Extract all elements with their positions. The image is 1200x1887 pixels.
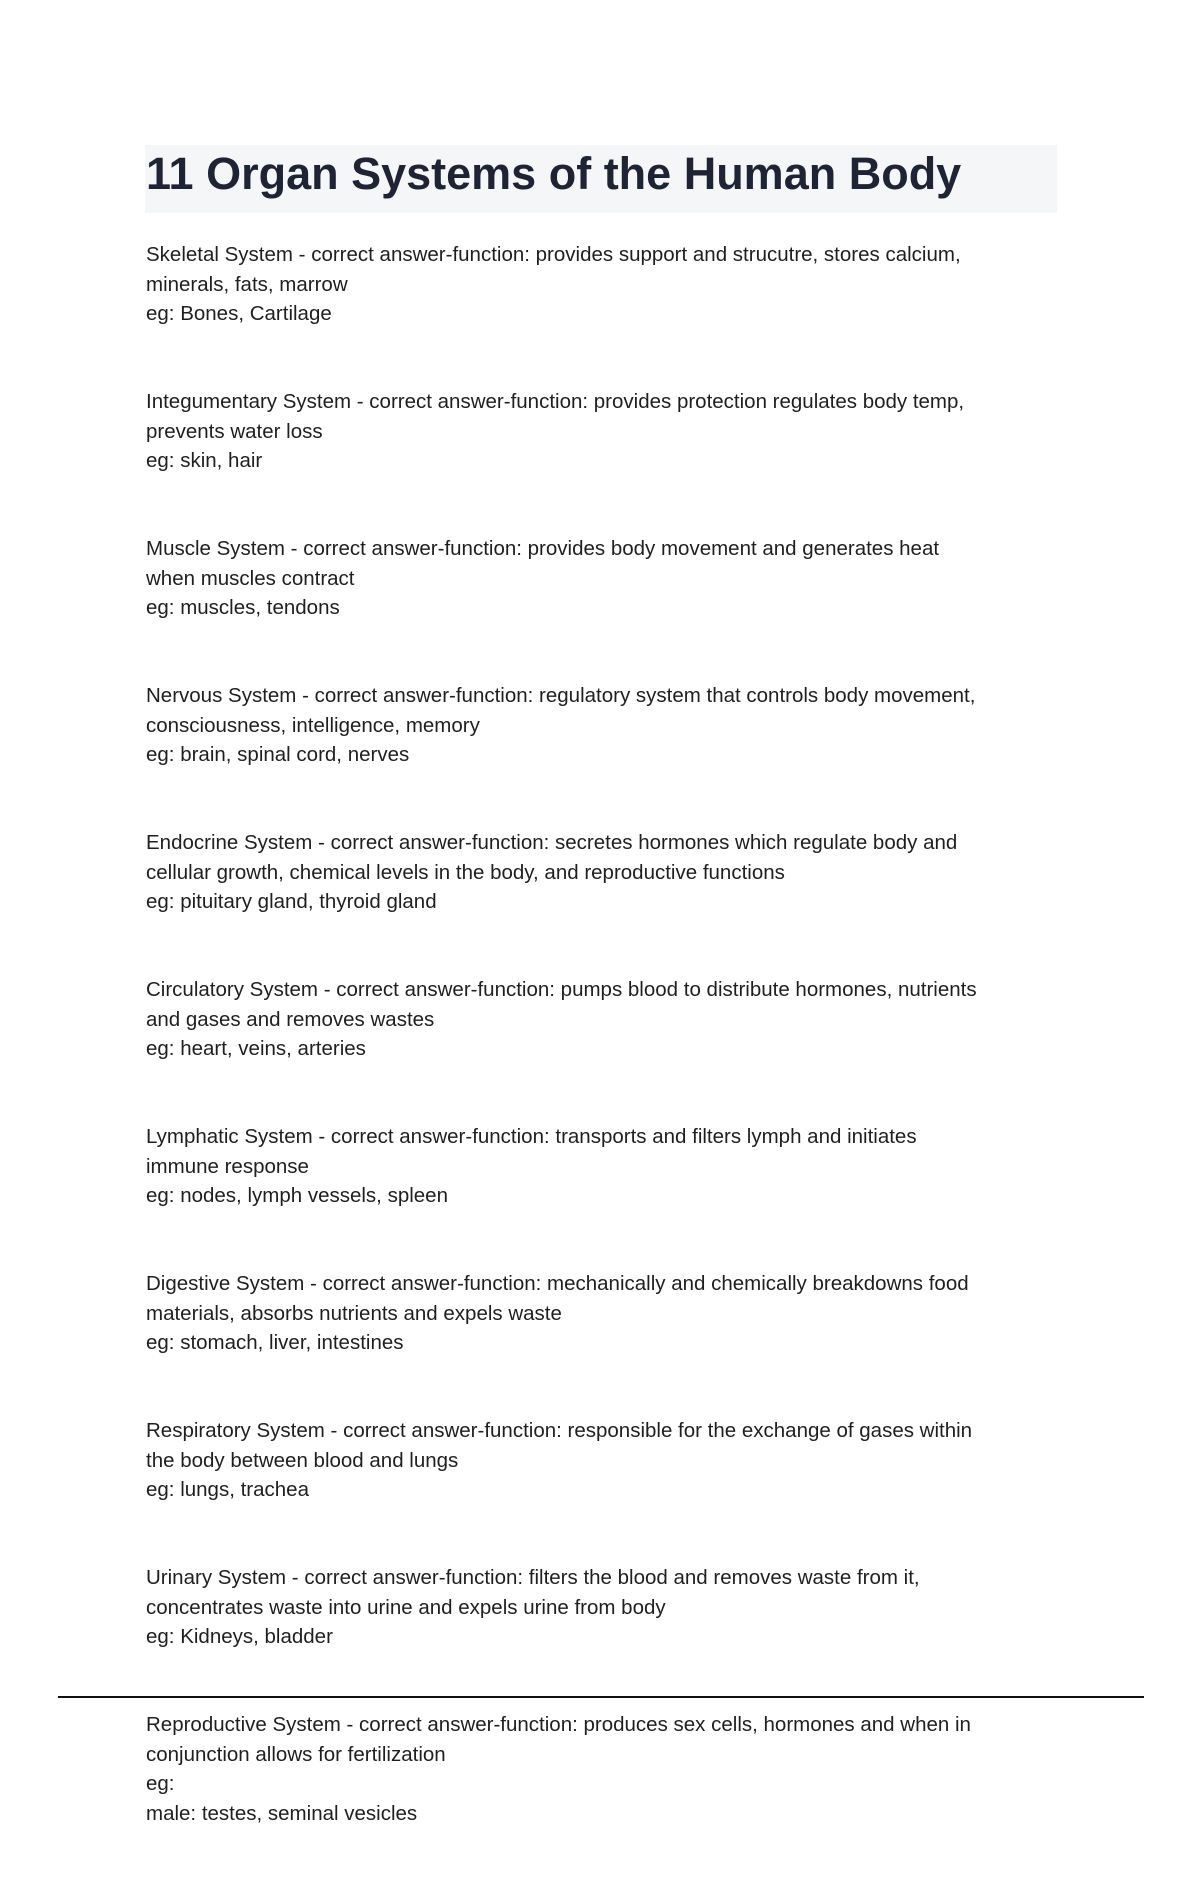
entry-skeletal-system	[146, 240, 1066, 329]
entry-example: eg: lungs, trachea	[146, 1478, 309, 1501]
entry-line: prevents water loss	[146, 419, 323, 443]
entry-example: eg:	[146, 1772, 175, 1795]
entry-line: Urinary System - correct answer-function: filters the blood and removes waste from it,	[146, 1566, 920, 1589]
entry-line: immune response	[146, 1154, 309, 1178]
entry-line: cellular growth, chemical levels in the body, and reproductive functions	[146, 860, 785, 884]
entry-line: Respiratory System - correct answer-function: responsible for the exchange of gases within	[146, 1419, 973, 1442]
entry-line: the body between blood and lungs	[146, 1448, 459, 1472]
entry-lymphatic-system	[146, 1122, 1066, 1211]
entry-example: male: testes, seminal vesicles	[146, 1801, 418, 1825]
entry-circulatory-system	[146, 975, 1066, 1064]
entry-example: eg: Kidneys, bladder	[146, 1625, 333, 1648]
entry-line: materials, absorbs nutrients and expels waste	[146, 1301, 562, 1325]
entry-reproductive-system	[146, 1710, 1066, 1828]
entry-line: consciousness, intelligence, memory	[146, 713, 480, 737]
entry-example: eg: Bones, Cartilage	[146, 302, 332, 325]
entry-example: eg: nodes, lymph vessels, spleen	[146, 1184, 448, 1207]
entry-line: Skeletal System - correct answer-function: provides support and strucutre, stores calcium,	[146, 243, 961, 266]
entry-endocrine-system	[146, 828, 1066, 917]
entry-line: Muscle System - correct answer-function: provides body movement and generates heat	[146, 537, 940, 560]
entry-line: Endocrine System - correct answer-function: secretes hormones which regulate body and	[146, 831, 958, 854]
entry-example: eg: stomach, liver, intestines	[146, 1331, 404, 1354]
footer-divider	[58, 1696, 1144, 1698]
entry-line: Lymphatic System - correct answer-function: transports and filters lymph and initiates	[146, 1125, 917, 1148]
entry-urinary-system	[146, 1563, 1066, 1652]
entry-line: Digestive System - correct answer-function: mechanically and chemically breakdowns food	[146, 1272, 969, 1295]
entry-example: eg: pituitary gland, thyroid gland	[146, 890, 437, 913]
document-body	[146, 240, 1066, 1887]
entry-line: when muscles contract	[146, 566, 355, 590]
entry-example: eg: heart, veins, arteries	[146, 1037, 366, 1060]
entry-example: eg: muscles, tendons	[146, 596, 340, 619]
entry-line: Circulatory System - correct answer-function: pumps blood to distribute hormones, nutrients	[146, 978, 977, 1001]
entry-line: Integumentary System - correct answer-function: provides protection regulates body temp,	[146, 390, 965, 413]
entry-line: concentrates waste into urine and expels urine from body	[146, 1595, 666, 1619]
entry-digestive-system	[146, 1269, 1066, 1358]
page-title: 11 Organ Systems of the Human Body	[146, 148, 962, 199]
entry-line: conjunction allows for fertilization	[146, 1742, 446, 1766]
entry-line: Nervous System - correct answer-function: regulatory system that controls body movement,	[146, 684, 976, 707]
entry-line: Reproductive System - correct answer-function: produces sex cells, hormones and when in	[146, 1713, 971, 1736]
entry-line: and gases and removes wastes	[146, 1007, 435, 1031]
entry-nervous-system	[146, 681, 1066, 770]
entry-example: eg: brain, spinal cord, nerves	[146, 743, 410, 766]
entry-respiratory-system	[146, 1416, 1066, 1505]
entry-muscle-system	[146, 534, 1066, 623]
entry-line: minerals, fats, marrow	[146, 272, 348, 296]
entry-integumentary-system	[146, 387, 1066, 476]
entry-example: eg: skin, hair	[146, 449, 263, 472]
